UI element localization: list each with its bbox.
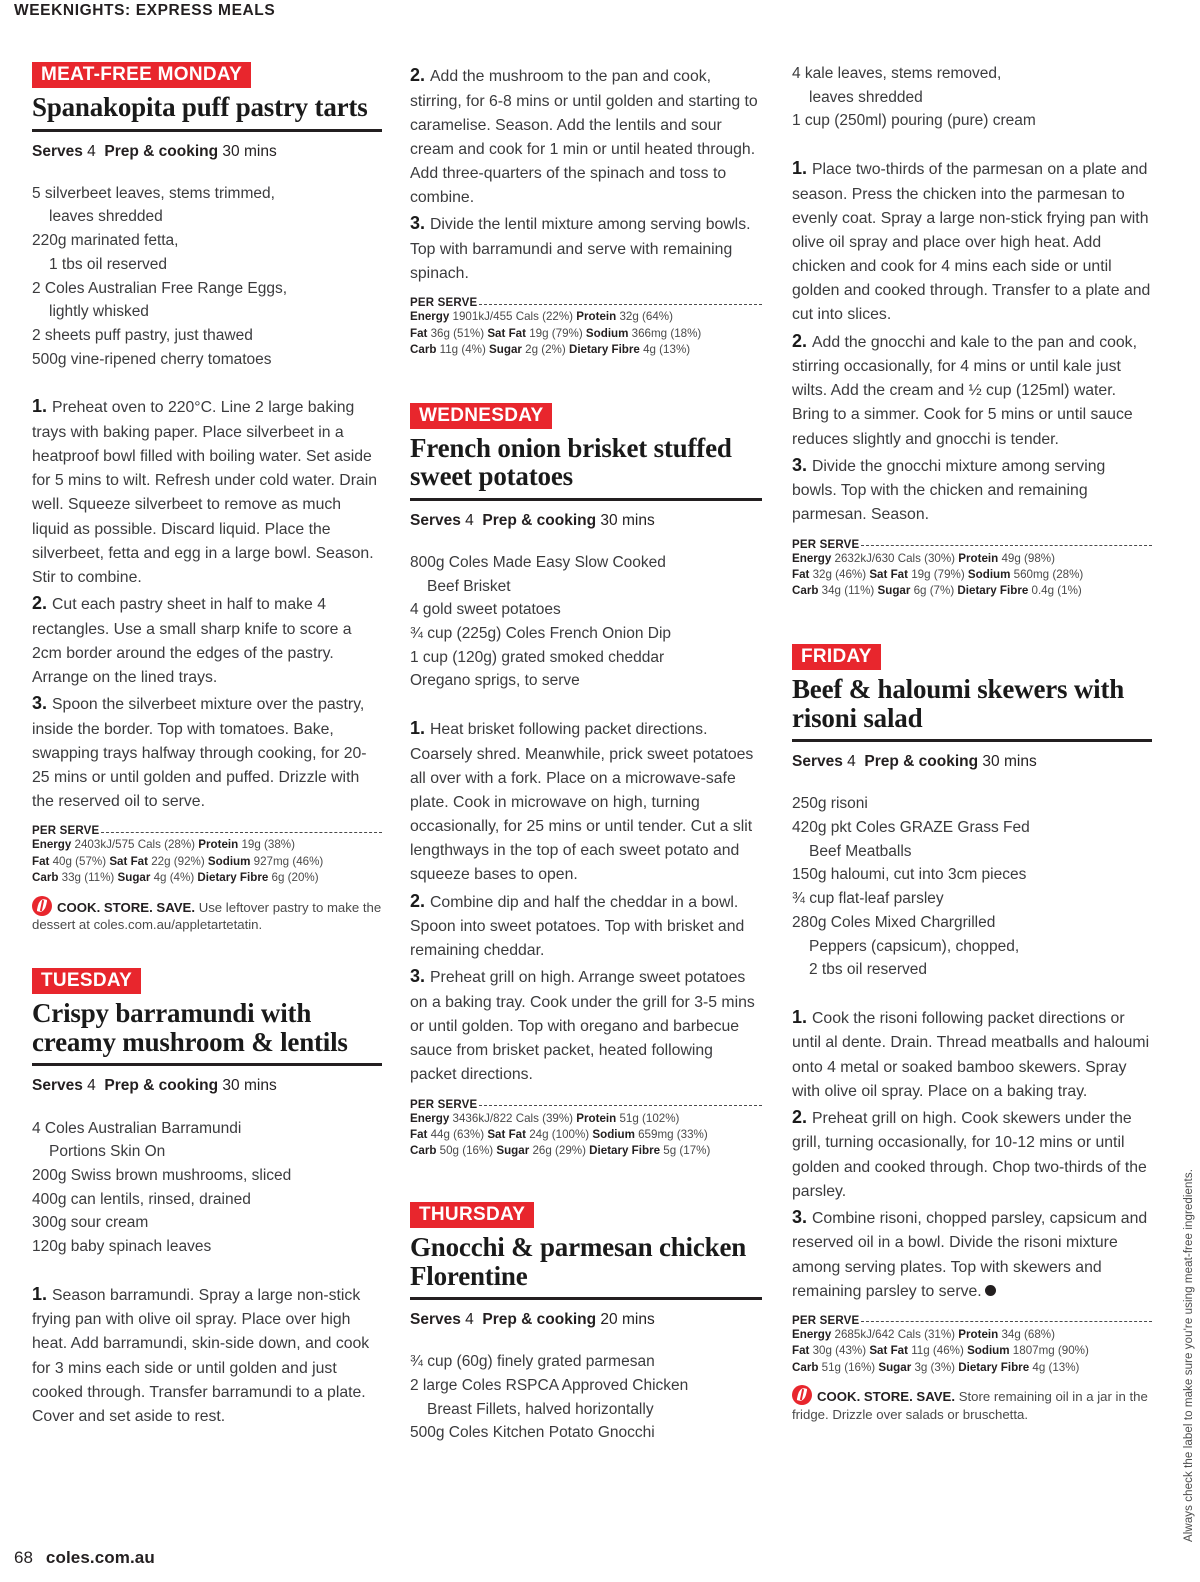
nutrition-line	[792, 551, 1152, 567]
method-monday	[32, 393, 382, 814]
nutrient-name: Dietary Fibre	[958, 1360, 1030, 1374]
title-rule	[792, 739, 1152, 742]
nutrient-name: Carb	[410, 343, 437, 357]
nutrient-name: Protein	[576, 310, 617, 324]
nutrient-name: Energy	[410, 1111, 450, 1125]
title-rule	[32, 1063, 382, 1066]
ingredient-line: leaves shredded	[49, 208, 163, 226]
nutrient-name: Sugar	[117, 871, 151, 885]
nutrient-value: 32g (64%)	[616, 310, 673, 324]
end-of-article-dot	[985, 1285, 996, 1296]
ingredients-wednesday	[410, 551, 762, 693]
cook-store-save-label: COOK. STORE. SAVE.	[57, 899, 196, 915]
nutrient-name: Fat	[410, 1128, 428, 1142]
nutrient-value: 4g (13%)	[639, 343, 691, 357]
per-serve-header	[410, 297, 762, 309]
serves-line-monday	[32, 142, 382, 162]
nutrition-line	[410, 326, 762, 342]
per-serve-header	[792, 539, 1152, 551]
nutrition-line	[792, 567, 1152, 583]
nutrient-name: Carb	[32, 871, 59, 885]
ingredient-line: 220g marinated fetta,	[32, 232, 179, 250]
per-serve-label: PER SERVE	[32, 825, 100, 838]
serves-value: 4	[87, 142, 96, 160]
nutrient-name: Energy	[410, 310, 450, 324]
serves-label: Serves	[410, 1311, 461, 1329]
nutrient-name: Sat Fat	[487, 1128, 526, 1142]
running-head: WEEKNIGHTS: EXPRESS MEALS	[14, 2, 276, 19]
serves-value: 4	[465, 1311, 474, 1329]
ingredient-line: 280g Coles Mixed Chargrilled	[792, 913, 996, 931]
ingredient-line: 1 cup (250ml) pouring (pure) cream	[792, 112, 1036, 130]
nutrition-line	[792, 1343, 1152, 1359]
nutrient-name: Sugar	[877, 584, 911, 598]
ingredient-line: Portions Skin On	[49, 1143, 166, 1161]
nutrient-name: Fat	[410, 326, 428, 340]
per-serve-header	[410, 1099, 762, 1111]
nutrient-value: 34g (11%)	[818, 584, 878, 598]
method-step	[32, 1281, 382, 1429]
day-tag-monday: MEAT-FREE MONDAY	[32, 62, 251, 88]
ingredient-line: 300g sour cream	[32, 1214, 149, 1232]
nutrition-line	[410, 1127, 762, 1143]
nutrient-name: Sodium	[967, 1344, 1010, 1358]
prep-value: 30 mins	[982, 753, 1037, 771]
ingredient-line: Beef Meatballs	[809, 842, 912, 860]
nutrient-value: 30g (43%)	[809, 1344, 870, 1358]
method-step	[792, 452, 1152, 528]
ingredient-line: 1 cup (120g) grated smoked cheddar	[410, 648, 665, 666]
serves-value: 4	[465, 511, 474, 529]
ingredient-line: 2 tbs oil reserved	[809, 961, 928, 979]
ingredient-line: 500g vine-ripened cherry tomatoes	[32, 350, 272, 368]
ingredients-thursday-part1	[410, 1350, 762, 1445]
ingredient-line: lightly whisked	[49, 303, 149, 321]
nutrient-value: 44g (63%)	[427, 1128, 488, 1142]
ingredient-line: 4 Coles Australian Barramundi	[32, 1119, 242, 1137]
nutrition-tuesday	[410, 297, 762, 358]
title-rule	[410, 1297, 762, 1300]
step-number: 2.	[410, 65, 431, 85]
nutrient-name: Sugar	[878, 1360, 912, 1374]
ingredient-line: 120g baby spinach leaves	[32, 1238, 212, 1256]
serves-label: Serves	[32, 1077, 83, 1095]
nutrient-value: 0.4g (1%)	[1028, 584, 1082, 598]
cook-store-save-text: Store remaining oil in a jar in the fridge. Drizzle over salads or bruschetta.	[792, 1389, 1148, 1423]
nutrient-value: 11g (46%)	[907, 1344, 968, 1358]
method-step	[32, 690, 382, 814]
nutrient-value: 5g (17%)	[660, 1144, 711, 1158]
nutrition-line	[32, 870, 382, 886]
nutrient-value: 6g (20%)	[268, 871, 319, 885]
prep-label: Prep & cooking	[864, 753, 979, 771]
ingredient-line: leaves shredded	[809, 88, 923, 106]
nutrient-value: 24g (100%)	[525, 1128, 593, 1142]
method-friday	[792, 1004, 1152, 1304]
nutrition-wednesday	[410, 1099, 762, 1160]
nutrition-monday	[32, 825, 382, 886]
step-number: 1.	[792, 158, 813, 179]
step-number: 2.	[792, 1106, 813, 1127]
page-footer	[14, 1548, 155, 1568]
nutrient-value: 36g (51%)	[427, 326, 488, 340]
nutrient-value: 51g (16%)	[818, 1360, 879, 1374]
nutrient-name: Sodium	[585, 326, 629, 340]
nutrient-name: Energy	[792, 551, 832, 565]
nutrient-name: Sat Fat	[869, 568, 908, 582]
step-text: Cut each pastry sheet in half to make 4 rectangles. Use a small sharp knife to score a 2cm border around the edges of the pastry. Arrange on the lined trays.	[32, 596, 352, 686]
ingredient-line: 250g risoni	[792, 795, 868, 813]
serves-label: Serves	[410, 511, 461, 529]
nutrient-name: Dietary Fibre	[589, 1144, 661, 1158]
nutrient-name: Sodium	[592, 1128, 635, 1142]
nutrient-name: Carb	[792, 1360, 819, 1374]
nutrient-name: Energy	[32, 838, 72, 852]
nutrient-value: 19g (79%)	[907, 568, 968, 582]
website-url[interactable]: coles.com.au	[45, 1548, 155, 1567]
nutrient-name: Dietary Fibre	[957, 584, 1029, 598]
meat-free-disclaimer: Always check the label to make sure you're using meat-free ingredients.	[1183, 1168, 1195, 1542]
nutrient-value: 33g (11%)	[58, 871, 118, 885]
method-step	[410, 210, 762, 286]
ingredient-line: Peppers (capsicum), chopped,	[809, 937, 1020, 955]
nutrient-name: Sugar	[496, 1144, 530, 1158]
day-tag-friday: FRIDAY	[792, 644, 881, 670]
nutrient-value: 4g (4%)	[150, 871, 198, 885]
nutrient-value: 34g (68%)	[998, 1327, 1055, 1341]
nutrition-rows	[32, 837, 382, 886]
serves-label: Serves	[32, 142, 83, 160]
ingredient-line: 1 tbs oil reserved	[49, 255, 168, 273]
dashed-rule	[479, 304, 762, 305]
nutrient-value: 3g (3%)	[911, 1360, 959, 1374]
nutrient-value: 2g (2%)	[521, 343, 569, 357]
step-number: 3.	[792, 454, 813, 475]
ingredient-line: 500g Coles Kitchen Potato Gnocchi	[410, 1424, 655, 1442]
method-step	[32, 393, 382, 590]
step-number: 1.	[32, 1283, 53, 1304]
serves-line-wednesday	[410, 511, 762, 531]
step-text: Combine risoni, chopped parsley, capsicum and reserved oil in a bowl. Divide the risoni mixture among serving plates. Top with skewers and remaining parsley to serve.	[792, 1209, 1148, 1300]
step-number: 3.	[410, 966, 431, 987]
ingredient-line: ¾ cup (60g) finely grated parmesan	[410, 1353, 655, 1371]
nutrient-value: 1901kJ/455 Cals (22%)	[449, 310, 577, 324]
nutrition-line	[32, 837, 382, 853]
nutrient-name: Carb	[792, 584, 819, 598]
ingredients-tuesday	[32, 1117, 382, 1259]
per-serve-label: PER SERVE	[410, 297, 478, 310]
ingredient-line: 2 sheets puff pastry, just thawed	[32, 326, 253, 344]
serves-value: 4	[847, 753, 856, 771]
step-text: Place two-thirds of the parmesan on a plate and season. Press the chicken into the parmesan to evenly coat. Spray a large non-stick frying pan with olive oil spray and place over high heat. Add chicken and cook for 4 mins each side or until golden and cooked through. Transfer to a plate and cut into slices.	[792, 161, 1151, 324]
per-serve-label: PER SERVE	[410, 1098, 478, 1111]
nutrient-value: 3436kJ/822 Cals (39%)	[449, 1111, 577, 1125]
nutrient-name: Protein	[958, 1327, 999, 1341]
step-text: Spoon the silverbeet mixture over the pastry, inside the border. Top with tomatoes. Bake, swapping trays halfway through cooking, for 20-25 mins or until golden and puffed. Drizzle with the reserved oil to serve.	[32, 696, 367, 810]
ingredient-line: Breast Fillets, halved horizontally	[427, 1400, 654, 1418]
column-left	[0, 62, 396, 1467]
nutrient-value: 22g (92%)	[147, 854, 208, 868]
ingredients-thursday-part2	[792, 62, 1152, 133]
recipe-tuesday	[32, 968, 382, 1429]
nutrient-value: 659mg (33%)	[634, 1128, 708, 1142]
prep-value: 30 mins	[222, 1077, 277, 1095]
nutrient-value: 1807mg (90%)	[1009, 1344, 1089, 1358]
nutrition-rows	[792, 1327, 1152, 1376]
step-number: 2.	[32, 593, 53, 613]
nutrient-value: 560mg (28%)	[1010, 568, 1084, 582]
ingredient-line: 4 kale leaves, stems removed,	[792, 65, 1002, 82]
ingredient-line: 2 large Coles RSPCA Approved Chicken	[410, 1376, 689, 1394]
per-serve-label: PER SERVE	[792, 1314, 860, 1327]
prep-value: 20 mins	[600, 1311, 655, 1329]
ingredient-line: 150g haloumi, cut into 3cm pieces	[792, 866, 1027, 884]
step-text: Divide the lentil mixture among serving bowls. Top with barramundi and serve with remaining spinach.	[410, 216, 751, 282]
method-step	[792, 328, 1152, 452]
method-step	[792, 1004, 1152, 1104]
nutrient-value: 2403kJ/575 Cals (28%)	[71, 838, 199, 852]
serves-value: 4	[87, 1077, 96, 1095]
nutrient-value: 26g (29%)	[529, 1144, 590, 1158]
per-serve-label: PER SERVE	[792, 538, 860, 551]
prep-value: 30 mins	[600, 511, 655, 529]
nutrient-name: Energy	[792, 1327, 832, 1341]
nutrient-value: 40g (57%)	[49, 854, 110, 868]
method-tuesday-part2	[410, 62, 762, 286]
nutrient-name: Protein	[958, 551, 999, 565]
step-text: Add the mushroom to the pan and cook, stirring, for 6-8 mins or until golden and starting to caramelise. Season. Add the lentils and sour cream and cook for 1 min or until heated through. Add three-quarters of the spinach and toss to combine.	[410, 68, 758, 207]
nutrient-name: Dietary Fibre	[197, 871, 269, 885]
recipe-wednesday	[410, 403, 762, 1160]
nutrient-name: Sodium	[207, 854, 251, 868]
serves-line-tuesday	[32, 1076, 382, 1096]
dashed-rule	[861, 545, 1152, 546]
ingredient-line: 200g Swiss brown mushrooms, sliced	[32, 1166, 292, 1184]
nutrient-name: Protein	[576, 1111, 617, 1125]
step-number: 1.	[32, 396, 53, 417]
nutrient-name: Sat Fat	[869, 1344, 908, 1358]
step-text: Divide the gnocchi mixture among serving bowls. Top with the chicken and remaining parmesan. Season.	[792, 457, 1106, 524]
serves-label: Serves	[792, 753, 843, 771]
method-step	[792, 1204, 1152, 1304]
nutrient-value: 366mg (18%)	[628, 326, 702, 340]
step-number: 2.	[792, 330, 813, 351]
step-text: Preheat grill on high. Cook skewers under the grill, turning occasionally, for 10-12 mins or until golden and cooked through. Chop two-thirds of the parsley.	[792, 1109, 1147, 1200]
recipe-monday	[32, 62, 382, 934]
nutrient-value: 51g (102%)	[616, 1111, 680, 1125]
method-thursday	[792, 155, 1152, 527]
nutrient-name: Carb	[410, 1144, 437, 1158]
nutrition-line	[32, 854, 382, 870]
nutrition-line	[792, 1327, 1152, 1343]
nutrition-line	[410, 1111, 762, 1127]
recipe-thursday	[410, 1202, 762, 1445]
column-right	[776, 62, 1166, 1467]
cook-store-save-text: Use leftover pastry to make the dessert at coles.com.au/appletartetatin.	[32, 899, 382, 933]
nutrition-friday	[792, 1315, 1152, 1376]
nutrient-name: Sat Fat	[109, 854, 148, 868]
nutrition-line	[792, 583, 1152, 599]
nutrient-name: Fat	[32, 854, 50, 868]
day-tag-tuesday: TUESDAY	[32, 968, 141, 994]
recipe-title-wednesday: French onion brisket stuffed sweet potatoes	[410, 432, 732, 492]
nutrient-value: 4g (13%)	[1029, 1360, 1080, 1374]
prep-label: Prep & cooking	[104, 1077, 219, 1095]
cook-store-save-monday	[32, 896, 382, 935]
ingredient-line: Beef Brisket	[427, 577, 511, 595]
step-text: Season barramundi. Spray a large non-stick frying pan with olive oil spray. Place over high heat. Add barramundi, skin-side down, and cook for 3 mins each side or until golden and just cooked through. Transfer barramundi to a plate. Cover and set aside to rest.	[32, 1286, 370, 1425]
page-number: 68	[14, 1548, 33, 1567]
step-number: 3.	[792, 1206, 813, 1227]
method-step	[792, 155, 1152, 327]
step-text: Combine dip and half the cheddar in a bowl. Spoon into sweet potatoes. Top with brisket and remaining cheddar.	[410, 893, 745, 960]
nutrient-value: 19g (79%)	[525, 326, 586, 340]
nutrient-name: Sodium	[967, 568, 1011, 582]
nutrition-line	[410, 1143, 762, 1159]
nutrient-name: Dietary Fibre	[568, 343, 640, 357]
method-step	[410, 715, 762, 887]
nutrient-name: Sat Fat	[487, 326, 526, 340]
day-tag-thursday: THURSDAY	[410, 1202, 534, 1228]
step-number: 2.	[410, 890, 431, 911]
leaf-icon	[792, 1385, 812, 1405]
three-column-layout	[0, 62, 1200, 1467]
nutrient-name: Fat	[792, 568, 810, 582]
recipe-title-tuesday: Crispy barramundi with creamy mushroom & lentils	[32, 998, 348, 1057]
ingredient-line: 400g can lentils, rinsed, drained	[32, 1190, 251, 1208]
leaf-icon	[32, 896, 52, 916]
nutrient-value: 6g (7%)	[910, 584, 958, 598]
step-text: Preheat grill on high. Arrange sweet potatoes on a baking tray. Cook under the grill for 3-5 mins or until golden. Top with oregano and barbecue sauce from brisket packet, heated following packet directions.	[410, 969, 755, 1084]
nutrition-line	[410, 342, 762, 358]
prep-label: Prep & cooking	[482, 1311, 597, 1329]
dashed-rule	[479, 1105, 762, 1106]
step-number: 1.	[792, 1006, 813, 1027]
nutrient-value: 32g (46%)	[809, 568, 870, 582]
recipe-title-friday: Beef & haloumi skewers with risoni salad	[792, 673, 1125, 733]
ingredient-line: 5 silverbeet leaves, stems trimmed,	[32, 184, 275, 202]
nutrient-value: 2632kJ/630 Cals (30%)	[831, 551, 959, 565]
step-number: 1.	[410, 718, 431, 739]
nutrition-line	[410, 309, 762, 325]
recipe-friday	[792, 644, 1152, 1424]
step-number: 3.	[32, 693, 53, 713]
nutrient-value: 49g (98%)	[998, 551, 1055, 565]
nutrient-name: Fat	[792, 1344, 810, 1358]
ingredient-line: ¾ cup flat-leaf parsley	[792, 890, 944, 908]
dashed-rule	[861, 1321, 1152, 1322]
recipe-title-thursday: Gnocchi & parmesan chicken Florentine	[410, 1231, 747, 1291]
title-rule	[410, 498, 762, 501]
title-rule	[32, 129, 382, 132]
nutrient-value: 11g (4%)	[436, 343, 490, 357]
nutrition-rows	[410, 1111, 762, 1160]
step-text: Preheat oven to 220°C. Line 2 large baking trays with baking paper. Place silverbeet in a heatproof bowl filled with boiling water. Set aside for 5 mins to wilt. Refresh under cold water. Drain well. Squeeze silverbeet to remove as much liquid as possible. Discard liquid. Place the silverbeet, fetta and egg in a large bowl. Season. Stir to combine.	[32, 399, 378, 586]
method-tuesday-part1	[32, 1281, 382, 1429]
method-step	[410, 888, 762, 964]
nutrient-value: 2685kJ/642 Cals (31%)	[831, 1327, 959, 1341]
method-step	[410, 963, 762, 1087]
prep-label: Prep & cooking	[104, 142, 219, 160]
nutrition-line	[792, 1360, 1152, 1376]
step-number: 3.	[410, 213, 431, 234]
recipe-title-monday: Spanakopita puff pastry tarts	[32, 92, 368, 122]
method-wednesday	[410, 715, 762, 1087]
step-text: Cook the risoni following packet directions or until al dente. Drain. Thread meatballs and haloumi onto 4 metal or soaked bamboo skewers. Spray with olive oil spray. Place on a baking tray.	[792, 1009, 1150, 1100]
serves-line-thursday	[410, 1310, 762, 1330]
ingredient-line: 2 Coles Australian Free Range Eggs,	[32, 279, 288, 297]
method-step	[410, 62, 762, 210]
ingredient-line: 420g pkt Coles GRAZE Grass Fed	[792, 819, 1030, 836]
cook-store-save-label: COOK. STORE. SAVE.	[817, 1389, 956, 1405]
per-serve-header	[792, 1315, 1152, 1327]
ingredients-monday	[32, 182, 382, 372]
per-serve-header	[32, 825, 382, 837]
nutrient-name: Protein	[198, 838, 239, 852]
cook-store-save-friday	[792, 1385, 1152, 1424]
method-step	[792, 1104, 1152, 1204]
nutrient-name: Sugar	[489, 343, 522, 357]
nutrient-value: 19g (38%)	[238, 838, 295, 852]
step-text: Add the gnocchi and kale to the pan and cook, stirring occasionally, for 4 mins or until kale just wilts. Add the cream and ½ cup (125ml) water. Bring to a simmer. Cook for 5 mins or until sauce reduces slightly and gnocchi is tender.	[792, 333, 1137, 448]
step-text: Heat brisket following packet directions. Coarsely shred. Meanwhile, prick sweet potatoes all over with a fork. Place on a microwave-safe plate. Cook in microwave on high, turning occasionally, for 25 mins or until tender. Cut a slit lengthways in the top of each sweet potato and squeeze bases to open.	[410, 721, 754, 884]
day-tag-wednesday: WEDNESDAY	[410, 403, 552, 429]
ingredients-friday	[792, 792, 1152, 982]
ingredient-line: ¾ cup (225g) Coles French Onion Dip	[410, 624, 672, 642]
ingredient-line: 800g Coles Made Easy Slow Cooked	[410, 553, 666, 571]
dashed-rule	[101, 832, 382, 833]
nutrition-rows	[410, 309, 762, 358]
nutrition-thursday	[792, 539, 1152, 600]
nutrient-value: 50g (16%)	[436, 1144, 497, 1158]
nutrition-rows	[792, 551, 1152, 600]
column-middle	[396, 62, 776, 1467]
method-step	[32, 590, 382, 690]
serves-line-friday	[792, 752, 1152, 772]
ingredient-line: 4 gold sweet potatoes	[410, 601, 561, 619]
prep-label: Prep & cooking	[482, 511, 597, 529]
nutrient-value: 927mg (46%)	[250, 854, 324, 868]
ingredient-line: Oregano sprigs, to serve	[410, 672, 580, 690]
prep-value: 30 mins	[222, 142, 277, 160]
